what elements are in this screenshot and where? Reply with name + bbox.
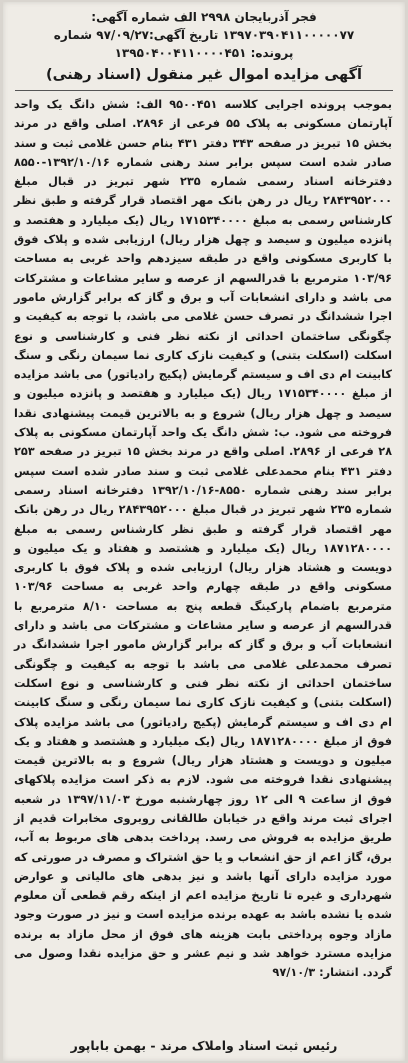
notice-title: آگهی مزایده اموال غیر منقول (اسناد رهنی) <box>46 67 362 83</box>
title-divider <box>15 90 393 91</box>
newspaper-clipping <box>3 2 405 1061</box>
notice-body: بموجب پرونده اجرایی کلاسه ۹۵۰۰۴۵۱ الف: شش دانگ یک واحد آپارتمان مسکونی به پلاک ۵۵ فرعی از ۲۸۹۶. اصلی واقع در مرند بخش ۱۵ تبریز در صفحه ۳۴۳ دفتر ۴۳۱ بنام حسن غلامی ثبت و سند صادر شده است سپس برابر سند رهنی شماره ۱۳۹۲/۱۰/۱۶-۸۵۵۰ دفترخانه اسناد رسمی شماره ۲۳۵ شهر تبریز در قبال مبلغ ۲۸۴۳۹۵۲۰۰۰ ریال در رهن بانک مهر اقتصاد قرار گرفته و طبق نظر کارشناس رسمی به مبلغ ۱۷۱۵۳۴۰۰۰۰ ریال (یک میلیارد و هفتصد و پانزده میلیون و سیصد و چهل هزار ریال) ارزیابی شده و پلاک فوق با کاربری مسکونی واقع در طبقه سیزدهم واحد غربی به مساحت ۱۰۳/۹۶ مترمربع با قدرالسهم از عرصه و سایر مشاعات و مشترکات می باشد و دارای انشعابات آب و برق و گاز که برابر گزارش مامور اجرا ششدانگ در تصرف حسن غلامی می باشد، با توجه به کیفیت و چگونگی ساختمان احداثی از نکته نظر فنی و کارشناسی و نوع اسکلت (اسکلت بتنی) و کیفیت نازک کاری نما سیمان رنگی و سنگ کابینت ام دی اف و سیستم گرمایش (پکیج رادیاتور) می باشد مزایده از مبلغ ۱۷۱۵۳۴۰۰۰۰ ریال (یک میلیارد و هفتصد و پانزده میلیون و سیصد و چهل هزار ریال) شروع و به بالاترین قیمت پیشنهادی نقدا فروخته می شود. ب: شش دانگ یک واحد آپارتمان مسکونی به پلاک ۲۸ فرعی از ۲۸۹۶. اصلی واقع در مرند بخش ۱۵ تبریز در صفحه ۲۵۳ دفتر ۴۳۱ بنام محمدعلی غلامی ثبت و سند صادر شده است سپس برابر سند رهنی شماره ۸۵۵۰-۱۳۹۲/۱۰/۱۶ دفترخانه اسناد رسمی شماره ۲۳۵ شهر تبریز در قبال مبلغ ۲۸۴۳۹۵۲۰۰۰ ریال در رهن بانک مهر اقتصاد قرار گرفته و طبق نظر کارشناس رسمی به مبلغ ۱۸۷۱۲۸۰۰۰۰ ریال (یک میلیارد و هشتصد و هفتاد و یک میلیون و دویست و هشتاد هزار ریال) ارزیابی شده و پلاک فوق با کاربری مسکونی واقع در طبقه چهارم واحد غربی به مساحت ۱۰۳/۹۶ مترمربع باضمام پارکینگ قطعه پنج به مساحت ۸/۱۰ مترمربع با قدرالسهم از عرصه و سایر مشاعات و مشترکات می باشد و دارای انشعابات آب و برق و گاز که برابر گزارش مامور اجرا ششدانگ در تصرف محمدعلی غلامی می باشد با توجه به کیفیت و چگونگی ساختمان احداثی از نکته نظر فنی و کارشناسی و نوع اسکلت (اسکلت بتنی) و کیفیت نازک کاری نما سیمان رنگی و سنگ کابینت ام دی اف و سیستم گرمایش (پکیج رادیاتور) می باشد مزایده پلاک فوق از مبلغ ۱۸۷۱۲۸۰۰۰۰ ریال (یک میلیارد و هشتصد و هفتاد و یک میلیون و دویست و هشتاد هزار ریال) شروع و به بالاترین قیمت پیشنهادی نقدا فروخته می شود. لازم به ذکر است مزایده پلاکهای فوق از ساعت ۹ الی ۱۲ روز چهارشنبه مورخ ۱۳۹۷/۱۱/۰۳ در شعبه اجرای ثبت مرند واقع در خیابان طالقانی روبروی مخابرات قدیم از طریق مزایده به فروش می رسد. پرداخت بدهی های مربوط به آب، برق، گاز اعم از حق انشعاب و یا حق اشتراک و مصرف در صورتی که مورد مزایده دارای آنها باشد و نیز بدهی های مالیاتی و عوارض شهرداری و غیره تا تاریخ مزایده اعم از اینکه رقم قطعی آن معلوم شده یا نشده باشد به عهده برنده مزایده است و نیز در صورت وجود مازاد وجوه پرداختی بابت هزینه های فوق از محل مازاد به برنده مزایده مسترد خواهد شد و نیم عشر و حق مزایده نقدا وصول می گردد. انتشار: ۹۷/۱۰/۳ <box>14 98 392 980</box>
header-line-1: فجر آذربایجان ۲۹۹۸ الف شماره آگهی: <box>91 10 317 24</box>
header-line-3: پرونده: ۱۳۹۵۰۴۰۰۴۱۱۰۰۰۰۴۵۱ <box>114 46 294 60</box>
notice-signature: رئیس ثبت اسناد واملاک مرند - بهمن باباپور <box>70 1038 338 1053</box>
notice-header <box>3 2 405 62</box>
header-line-2: ۱۳۹۷۰۳۹۰۴۱۱۰۰۰۰۰۷۷ تاریخ آگهی:۹۷/۰۹/۲۷ شماره <box>53 28 355 42</box>
